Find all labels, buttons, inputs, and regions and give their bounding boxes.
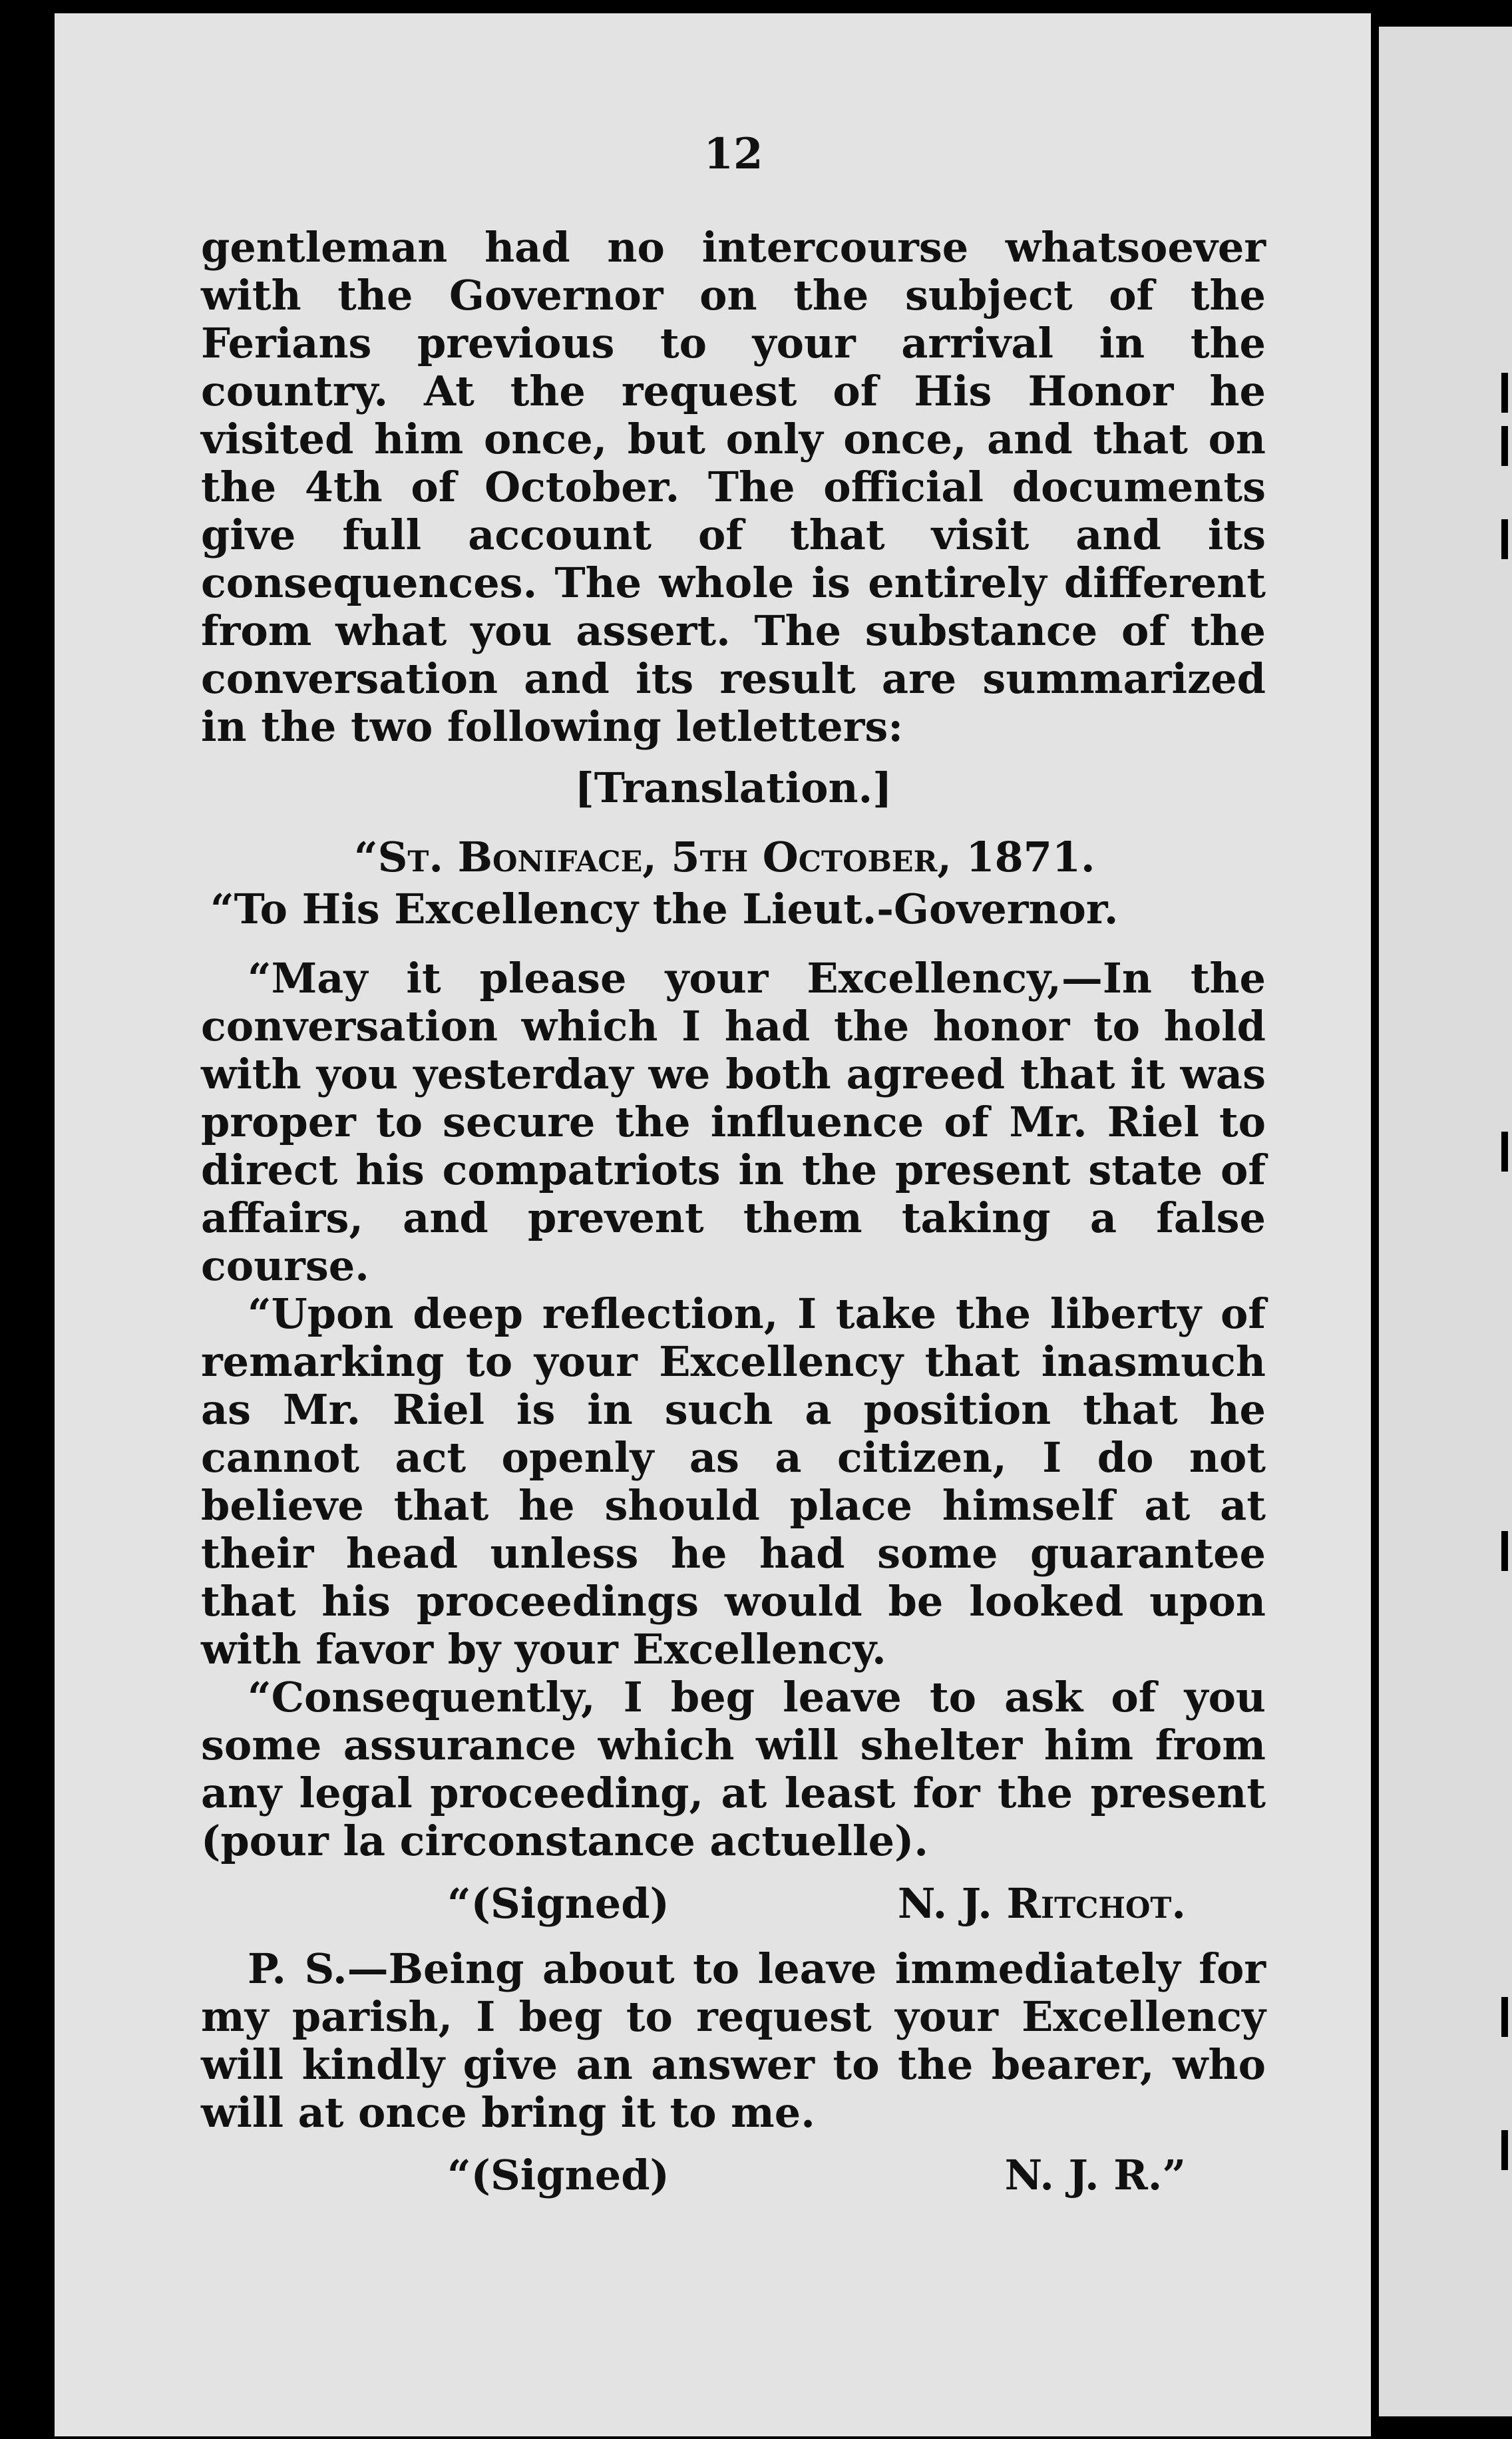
- signature-label: “(Signed): [447, 1879, 669, 1928]
- letter-dateline: “St. Boniface, 5th October, 1871.: [354, 833, 1095, 881]
- right-page-edge: [1379, 27, 1512, 2416]
- right-page-text-fragment: [1501, 2130, 1508, 2170]
- signature-line-1: [201, 1880, 1266, 1928]
- letter-paragraph-1: “May it please your Excellency,—In the conversation which I had the honor to hold with you yesterday we both agreed that it was proper to secure the influence of Mr. Riel to direct his compatriots in the present state of affairs, and prevent them taking a false course.: [201, 954, 1266, 1290]
- translation-heading: [Translation.]: [574, 764, 892, 812]
- letter-address: “To His Excellency the Lieut.-Governor.: [210, 885, 1119, 933]
- right-page-text-fragment: [1501, 1132, 1508, 1172]
- signature-name: N. J. Ritchot.: [897, 1879, 1186, 1928]
- right-page-text-fragment: [1501, 373, 1508, 413]
- letter-paragraph-3: “Consequently, I beg leave to ask of you some assurance which will shelter him from any legal proceeding, at least for the present (pour la circonstance actuelle).: [201, 1673, 1266, 1865]
- opening-paragraph: gentleman had no intercourse whatsoever with the Governor on the subject of the Ferians previous to your arrival in the country. At the request of His Honor he visited him once, but only once, and that on the 4th of October. The official documents give full account of that visit and its consequences. The whole is entirely different from what you assert. The substance of the conversation and its result are summarized in the two following letletters:: [201, 223, 1266, 751]
- page-number: 12: [703, 129, 763, 179]
- letter-paragraph-2: “Upon deep reflection, I take the liberty of remarking to your Excellency that inasmuch as Mr. Riel is in such a position that he cannot act openly as a citizen, I do not believe that he should place himself at at their head unless he had some guarantee that his proceedings would be looked upon with favor by your Excellency.: [201, 1289, 1266, 1673]
- signature-label: “(Signed): [447, 2151, 669, 2199]
- right-page-text-fragment: [1501, 1531, 1508, 1571]
- page-gutter: [1371, 0, 1379, 2439]
- signature-initials: N. J. R.”: [1004, 2151, 1186, 2199]
- signature-line-2: [201, 2151, 1266, 2199]
- page-text: [201, 129, 1266, 2217]
- right-page-text-fragment: [1501, 1997, 1508, 2037]
- right-page-text-fragment: [1501, 519, 1508, 559]
- right-page-text-fragment: [1501, 426, 1508, 466]
- postscript: P. S.—Being about to leave immediately for my parish, I beg to request your Excellency will kindly give an answer to the bearer, who will at once bring it to me.: [201, 1944, 1266, 2137]
